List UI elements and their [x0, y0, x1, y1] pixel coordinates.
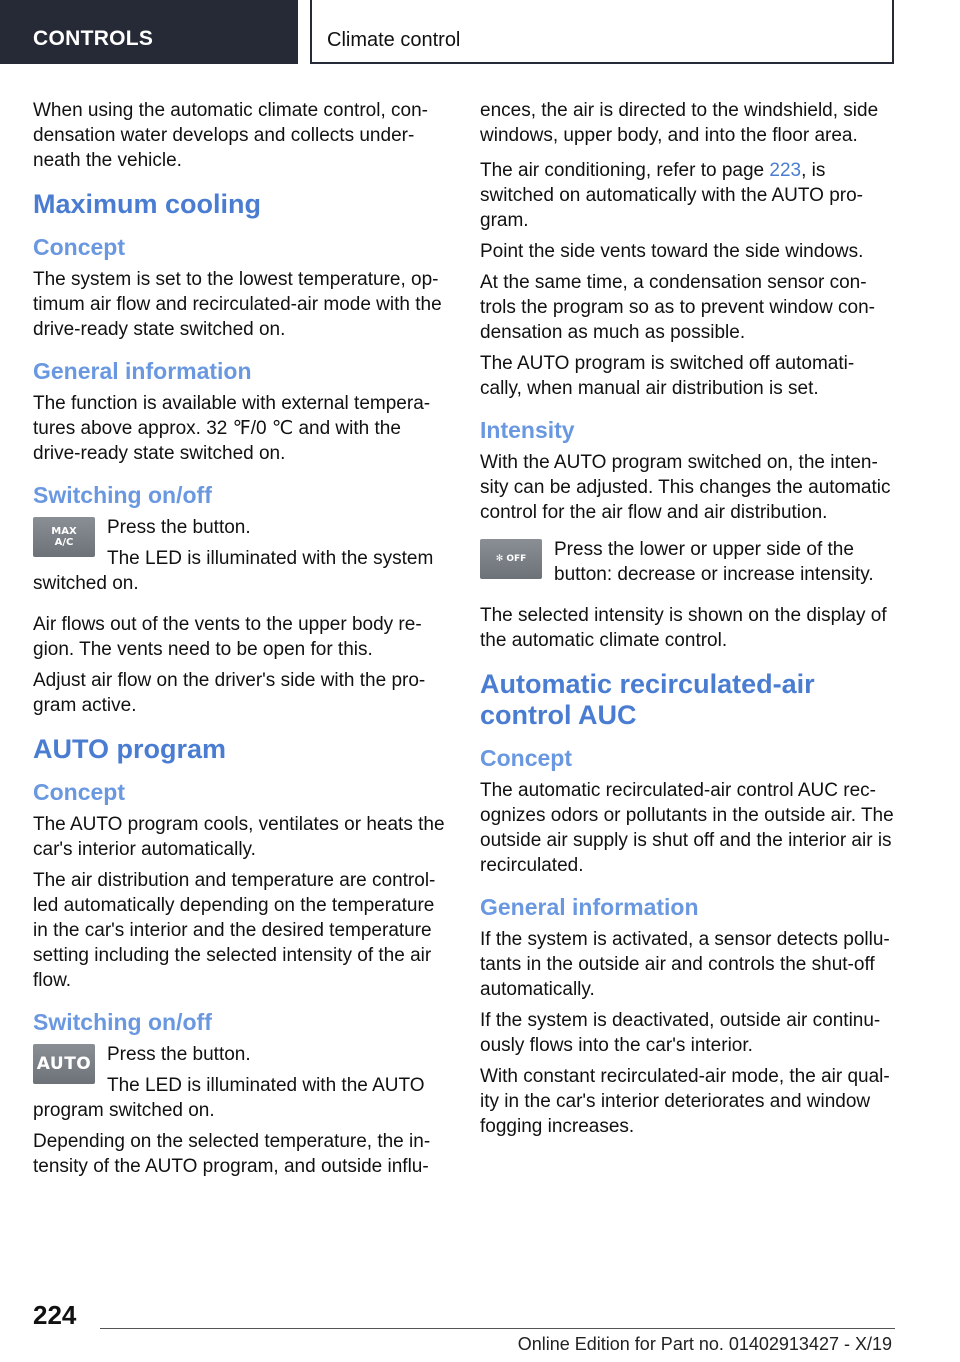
condensation-paragraph: At the same time, a condensation sensor con-trols the program so as to prevent window con-densation as much as possible.: [480, 272, 875, 343]
heading-switching-on-off: Switching on/off: [33, 1009, 212, 1035]
side-vents-paragraph: Point the side vents toward the side windows.: [480, 241, 864, 262]
chapter-header: [310, 0, 894, 64]
heading-intensity: Intensity: [480, 417, 575, 443]
constant-recirculation-paragraph: With constant recirculated-air mode, the air qual-ity in the car's interior deteriorates and window fogging increases.: [480, 1066, 890, 1137]
airflow-paragraph: Air flows out of the vents to the upper body re-gion. The vents need to be open for this.: [33, 614, 422, 660]
edition-text: Online Edition for Part no. 01402913427 - X/19: [517, 1334, 892, 1354]
page-number: 224: [33, 1300, 77, 1330]
page-reference-link[interactable]: 223: [769, 160, 802, 181]
selected-intensity-paragraph: The selected intensity is shown on the display of the automatic climate control.: [480, 605, 887, 651]
auc-general-paragraph: If the system is activated, a sensor detects pollu-tants in the outside air and controls the shut-off automatically.: [480, 929, 890, 1000]
adjust-paragraph: Adjust air flow on the driver's side with the pro-gram active.: [33, 670, 426, 716]
auto-concept-paragraph: The AUTO program cools, ventilates or heats the car's interior automatically.: [33, 814, 445, 860]
general-paragraph: The function is available with external tempera-tures above approx. 32 ℉/0 ℃ and with the drive-ready state switched on.: [33, 393, 431, 464]
auc-concept-paragraph: The automatic recirculated-air control AUC rec-ognizes odors or pollutants in the outside air. The outside air supply is shut off and the interior air is recirculated.: [480, 780, 894, 876]
section-tab: [0, 0, 298, 64]
right-column: [480, 98, 895, 1145]
intro-paragraph: When using the automatic climate control, con-densation water develops and collects under-neath the vehicle.: [33, 100, 428, 171]
heading-auto-program: AUTO program: [33, 734, 227, 764]
max-ac-instruction: [33, 515, 448, 602]
heading-maximum-cooling: Maximum cooling: [33, 189, 262, 219]
auto-off-paragraph: The AUTO program is switched off automati-cally, when manual air distribution is set.: [480, 353, 855, 399]
depending-paragraph: Depending on the selected temperature, the in-tensity of the AUTO program, and outside influ-: [33, 1131, 431, 1177]
distribution-paragraph: The air distribution and temperature are control-led automatically depending on the temperature in the car's interior and the desired temperature setting including the selected intensity of the air flow.: [33, 870, 436, 991]
footer-divider: [100, 1328, 895, 1329]
fan-intensity-button-icon: ✻ OFF: [480, 539, 542, 579]
heading-general-information: General information: [33, 358, 252, 384]
max-ac-button-icon: MAX A/C: [33, 517, 95, 557]
intensity-paragraph: With the AUTO program switched on, the inten-sity can be adjusted. This changes the automatic control for the air flow and air distribution.: [480, 452, 891, 523]
influences-paragraph: ences, the air is directed to the windshield, side windows, upper body, and into the floor area.: [480, 100, 879, 146]
left-column: [33, 98, 448, 1185]
heading-concept: Concept: [33, 779, 125, 805]
press-intensity-text: Press the lower or upper side of the button: decrease or increase intensity.: [554, 539, 874, 585]
section-label: CONTROLS: [33, 27, 154, 50]
deactivated-paragraph: If the system is deactivated, outside air continu-ously flows into the car's interior.: [480, 1010, 881, 1056]
press-button-text: Press the button.: [107, 1044, 251, 1065]
press-button-text: Press the button.: [107, 517, 251, 538]
heading-auc: Automatic recirculated-air control AUC: [480, 669, 815, 730]
heading-general-information: General information: [480, 894, 699, 920]
heading-concept: Concept: [33, 234, 125, 260]
heading-concept: Concept: [480, 745, 572, 771]
concept-paragraph: The system is set to the lowest temperature, op-timum air flow and recirculated-air mode with the drive-ready state switched on.: [33, 269, 442, 340]
air-conditioning-paragraph: The air conditioning, refer to page 223, is switched on automatically with the AUTO pro-gram.: [480, 160, 863, 231]
led-text: The LED is illuminated with the AUTO program switched on.: [33, 1075, 425, 1121]
chapter-title: Climate control: [327, 29, 461, 51]
led-text: The LED is illuminated with the system switched on.: [33, 548, 434, 594]
auto-instruction: [33, 1042, 448, 1129]
heading-switching-on-off: Switching on/off: [33, 482, 212, 508]
intensity-instruction: [480, 537, 895, 593]
auto-button-icon: AUTO: [33, 1044, 95, 1084]
